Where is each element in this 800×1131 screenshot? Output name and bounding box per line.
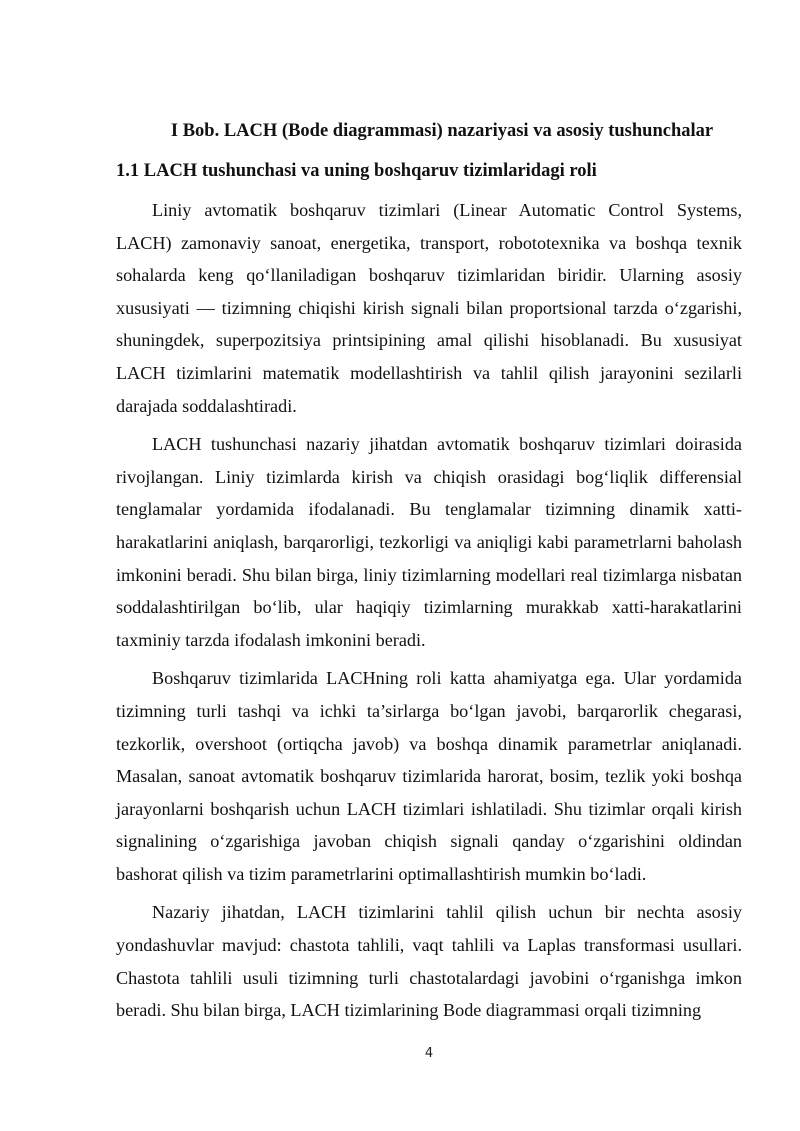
- paragraph-3: Boshqaruv tizimlarida LACHning roli katta ahamiyatga ega. Ular yordamida tizimning turli tashqi va ichki ta’sirlarga bo‘lgan javobi, barqarorlik chegarasi, tezkorlik, overshoot (ortiqcha javob) va boshqa dinamik parametrlar aniqlanadi. Masalan, sanoat avtomatik boshqaruv tizimlarida harorat, bosim, tezlik yoki boshqa jarayonlarni boshqarish uchun LACH tizimlari ishlatiladi. Shu tizimlar orqali kirish signalining o‘zgarishiga javoban chiqish signali qanday o‘zgarishini oldindan bashorat qilish va tizim parametrlarini optimallashtirish mumkin bo‘ladi.: [116, 668, 742, 884]
- chapter-title: I Bob. LACH (Bode diagrammasi) nazariyasi va asosiy tushunchalar: [170, 121, 714, 141]
- section-title: 1.1 LACH tushunchasi va uning boshqaruv tizimlaridagi roli: [116, 161, 597, 181]
- paragraph-1: Liniy avtomatik boshqaruv tizimlari (Linear Automatic Control Systems, LACH) zamonaviy sanoat, energetika, transport, robototexnika va boshqa texnik sohalarda keng qo‘llaniladigan boshqaruv tizimlaridan biridir. Ularning asosiy xususiyati — tizimning chiqishi kirish signali bilan proportsional tarzda o‘zgarishi, shuningdek, superpozitsiya printsipining amal qilishi hisoblanadi. Bu xususiyat LACH tizimlarini matematik modellashtirish va tahlil qilish jarayonini sezilarli darajada soddalashtiradi.: [116, 200, 742, 416]
- paragraph-2: LACH tushunchasi nazariy jihatdan avtomatik boshqaruv tizimlari doirasida rivojlangan. Liniy tizimlarda kirish va chiqish orasidagi bog‘liqlik differensial tenglamalar yordamida ifodalanadi. Bu tenglamalar tizimning dinamik xatti-harakatlarini aniqlash, barqarorligi, tezkorligi va aniqligi kabi parametrlarni baholash imkonini beradi. Shu bilan birga, liniy tizimlarning modellari real tizimlarga nisbatan soddalashtirilgan bo‘lib, ular haqiqiy tizimlarning murakkab xatti-harakatlarini taxminiy tarzda ifodalash imkonini beradi.: [116, 434, 742, 650]
- paragraph-4: Nazariy jihatdan, LACH tizimlarini tahlil qilish uchun bir nechta asosiy yondashuvlar mavjud: chastota tahlili, vaqt tahlili va Laplas transformasi usullari. Chastota tahlili usuli tizimning turli chastotalardagi javobini o‘rganishga imkon beradi. Shu bilan birga, LACH tizimlarining Bode diagrammasi orqali tizimning: [116, 902, 742, 1021]
- page-content: [116, 118, 742, 1033]
- page-number: 4: [424, 1046, 434, 1061]
